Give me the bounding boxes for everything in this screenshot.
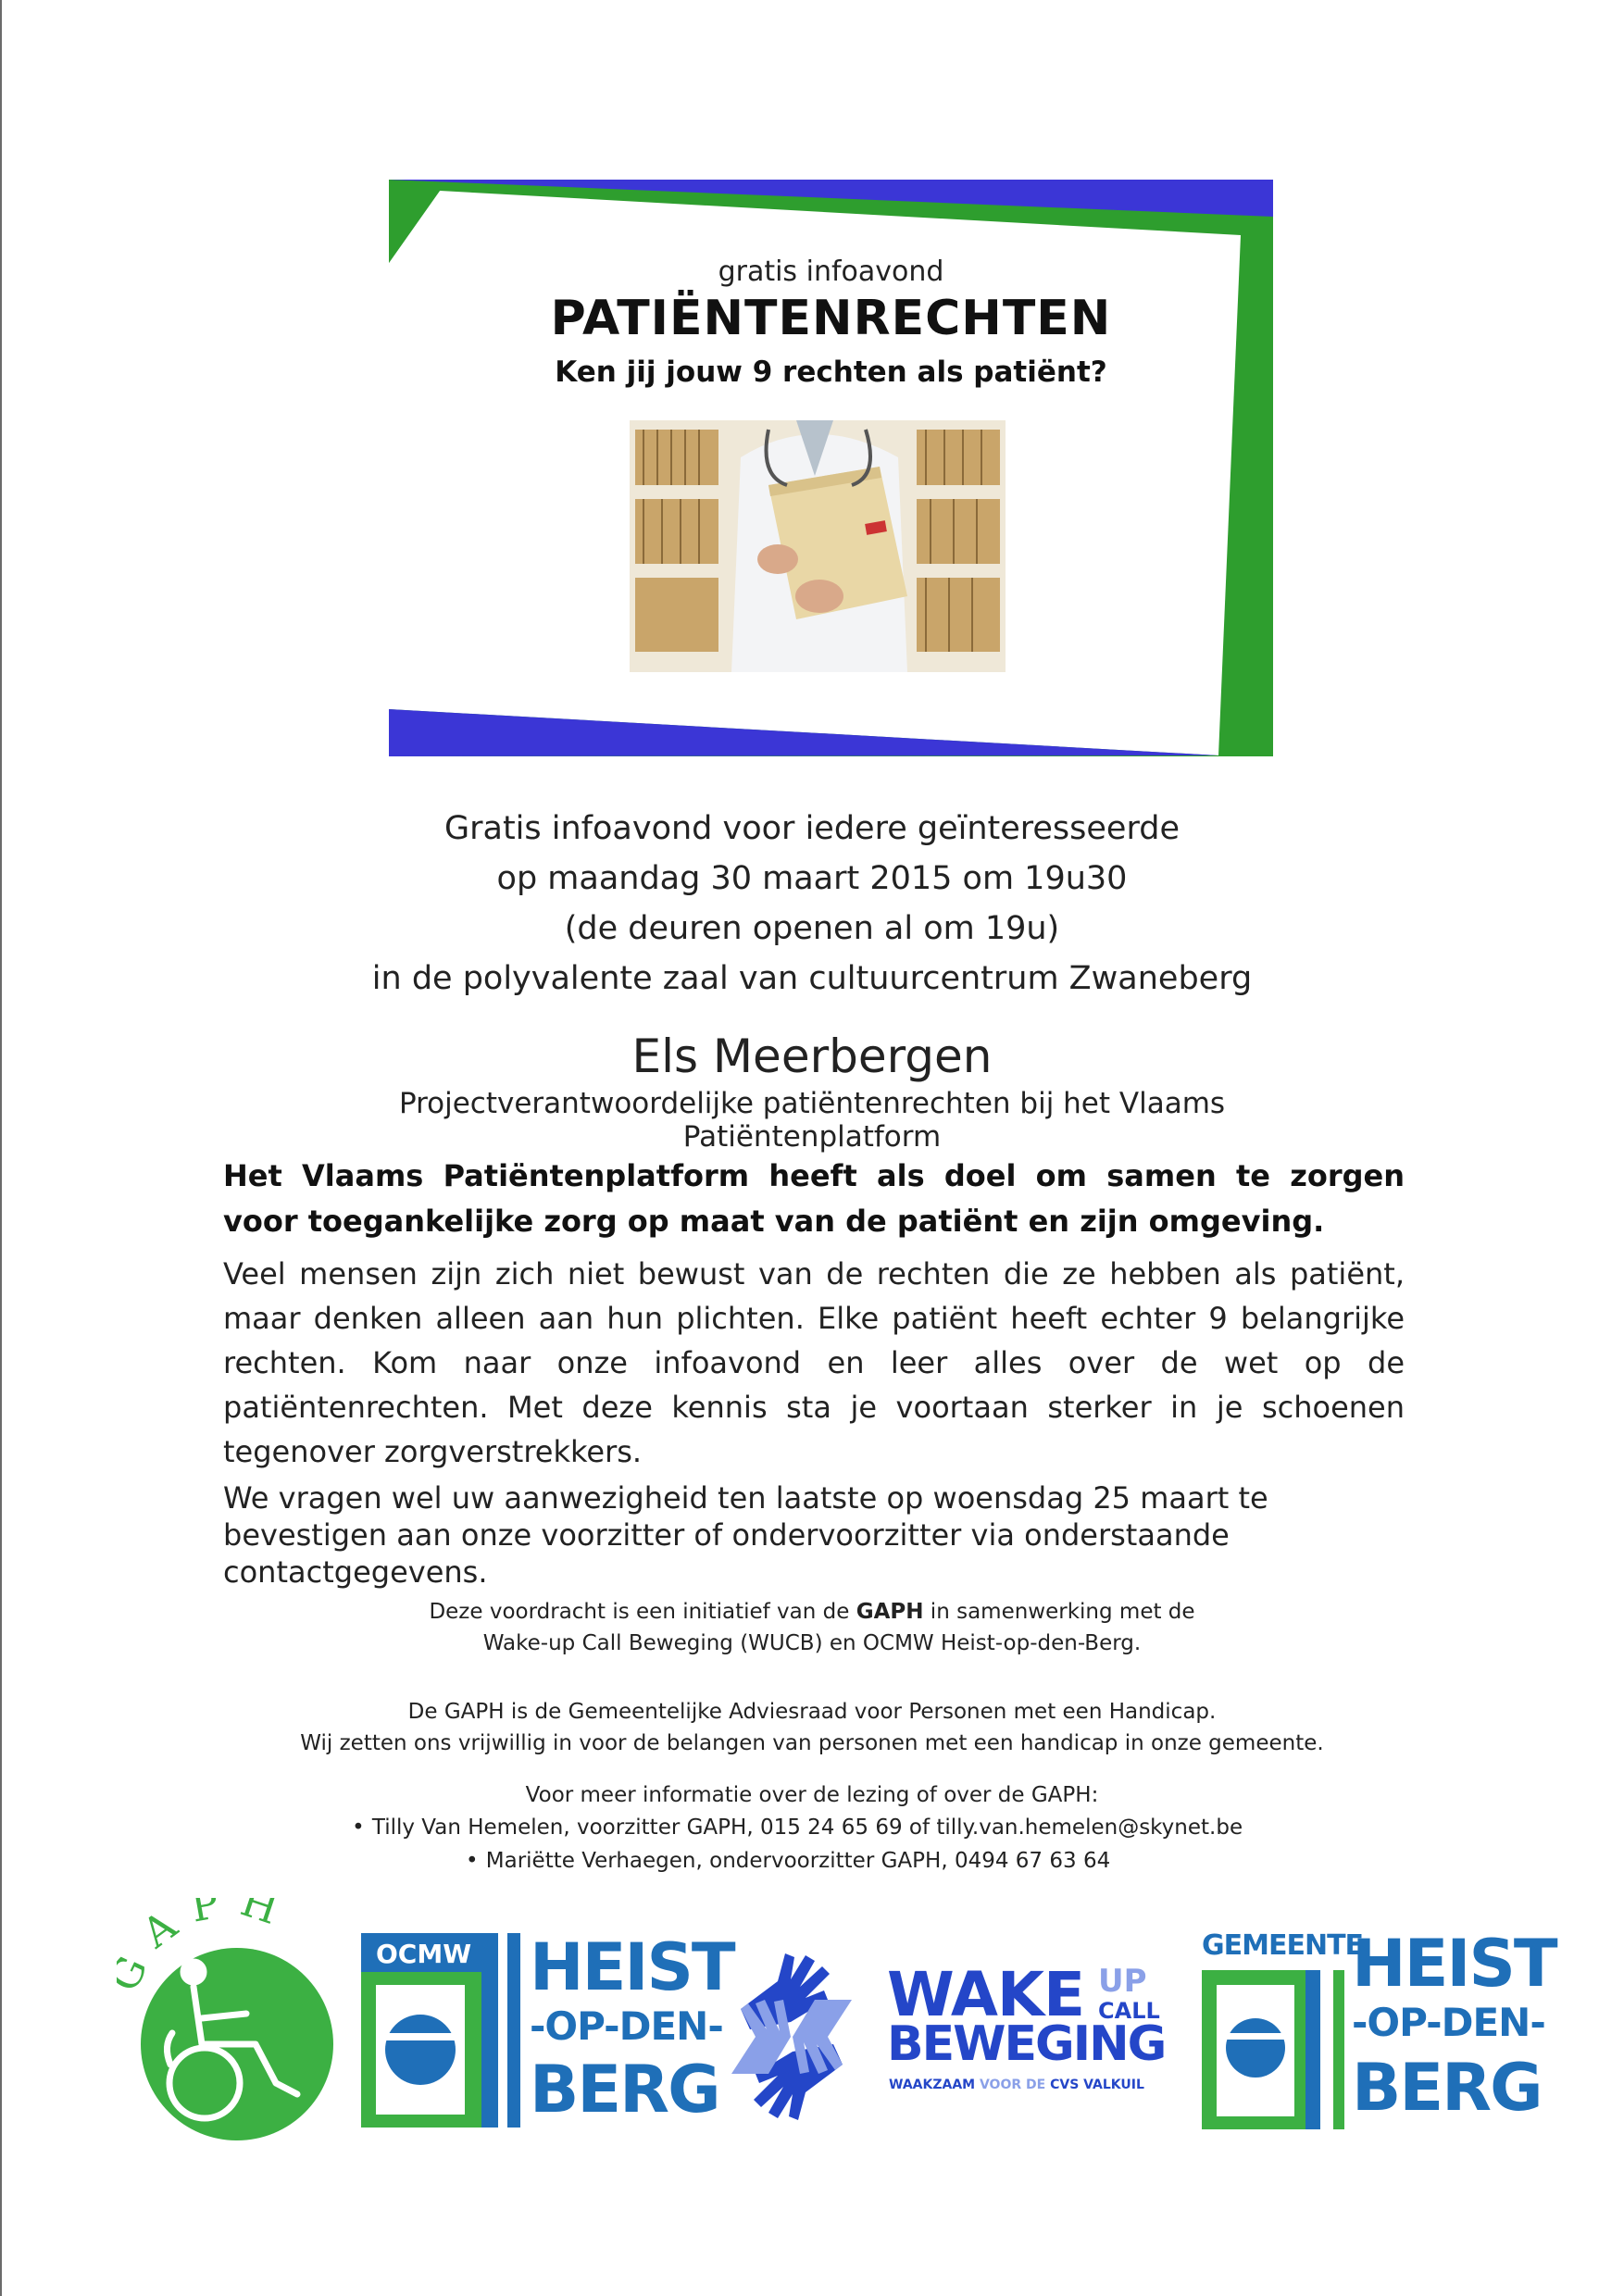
confirm-paragraph: We vragen wel uw aanwezigheid ten laatste op woensdag 25 maart te bevestigen aan onze voorzitter of ondervoorzitter via onderstaande contactgegevens. [223, 1480, 1268, 1590]
call-text: CALL [1098, 1998, 1160, 2024]
more-info-heading: Voor meer informatie over de lezing of over de GAPH: [525, 1783, 1099, 1807]
banner-subtitle: Ken jij jouw 9 rechten als patiënt? [555, 356, 1107, 389]
contact-text: Tilly Van Hemelen, voorzitter GAPH, 015 24 65 69 of tilly.van.hemelen@skynet.be [371, 1816, 1243, 1840]
contact-item [278, 1811, 1346, 1844]
tagline-b: VOOR DE [975, 2078, 1051, 2092]
initiative-text-a: Deze voordracht is een initiatief van de [429, 1600, 856, 1624]
details-line-1: Gratis infoavond voor iedere geïnteresseerde [444, 810, 1180, 847]
details-line-3: (de deuren openen al om 19u) [564, 910, 1060, 947]
speaker-role: Projectverantwoordelijke patiëntenrechten bij het Vlaams Patiëntenplatform [398, 1087, 1226, 1154]
gaph-note [278, 1696, 1346, 1759]
banner-kicker: gratis infoavond [718, 256, 944, 288]
event-details [278, 804, 1346, 1004]
contact-item [278, 1844, 1346, 1878]
wake-tagline [889, 2078, 1144, 2092]
gaph-logo [117, 1898, 348, 2148]
contact-list [278, 1811, 1346, 1878]
intro-paragraph: Het Vlaams Patiëntenplatform heeft als doel om samen te zorgen voor toegankelijke zorg op maat van de patiënt en zijn omgeving. [223, 1158, 1405, 1239]
bullet-icon: • [465, 1849, 479, 1873]
up-text: UP [1098, 1963, 1147, 2000]
gemeente-tag: GEMEENTE [1202, 1929, 1364, 1962]
doctor-photo [630, 420, 1006, 672]
event-banner [389, 180, 1273, 756]
beweging-text: BEWEGING [887, 2016, 1166, 2072]
initiative-text-c: in samenwerking met de [923, 1600, 1195, 1624]
details-line-2: op maandag 30 maart 2015 om 19u30 [496, 860, 1128, 897]
ocmw-logo [361, 1929, 734, 2128]
contact-text: Mariëtte Verhaegen, ondervoorzitter GAPH, 0494 67 63 64 [485, 1849, 1111, 1873]
gaph-logo-text: APH [133, 1898, 300, 1958]
gaph-line-2: Wij zetten ons vrijwillig in voor de belangen van personen met een handicap in onze gemeente. [300, 1731, 1324, 1755]
page-edge [0, 0, 2, 2296]
wake-text: WAKE [887, 1959, 1085, 2030]
speaker-name: Els Meerbergen [631, 1029, 993, 1083]
tagline-d: VALKUIL [1079, 2078, 1144, 2092]
initiative-line-2: Wake-up Call Beweging (WUCB) en OCMW Heist-op-den-Berg. [482, 1631, 1142, 1655]
ocmw-berg: BERG [530, 2052, 719, 2128]
initiative-line-1 [278, 1596, 1346, 1628]
tagline-c: CVS [1050, 2078, 1080, 2092]
initiative-gaph: GAPH [856, 1600, 924, 1624]
hands-icon [713, 1944, 870, 2129]
gemeente-logo [1202, 1926, 1556, 2133]
body-paragraph: Veel mensen zijn zich niet bewust van de rechten die ze hebben als patiënt, maar denken alleen aan hun plichten. Elke patiënt heeft echter 9 belangrijke rechten. Kom naar onze infoavond en leer alles over de wet op de patiëntenrechten. Met deze kennis sta je voortaan sterker in je schoenen tegenover zorgverstrekkers. [223, 1256, 1405, 1469]
ocmw-heist: HEIST [530, 1929, 734, 2005]
wake-up-call-logo [887, 1959, 1174, 2111]
gaph-line-1: De GAPH is de Gemeentelijke Adviesraad voor Personen met een Handicap. [407, 1700, 1217, 1724]
details-line-4: in de polyvalente zaal van cultuurcentrum Zwaneberg [371, 960, 1253, 997]
gemeente-opden: -OP-DEN- [1352, 2000, 1545, 2045]
ocmw-opden: -OP-DEN- [530, 2003, 723, 2049]
ocmw-tag: OCMW [376, 1939, 472, 1969]
banner-title: PATIËNTENRECHTEN [550, 291, 1112, 346]
gemeente-heist: HEIST [1352, 1926, 1556, 2002]
tagline-a: WAAKZAAM [889, 2078, 976, 2092]
gemeente-berg: BERG [1352, 2050, 1542, 2126]
bullet-icon: • [352, 1816, 365, 1840]
initiative-note [278, 1596, 1346, 1659]
